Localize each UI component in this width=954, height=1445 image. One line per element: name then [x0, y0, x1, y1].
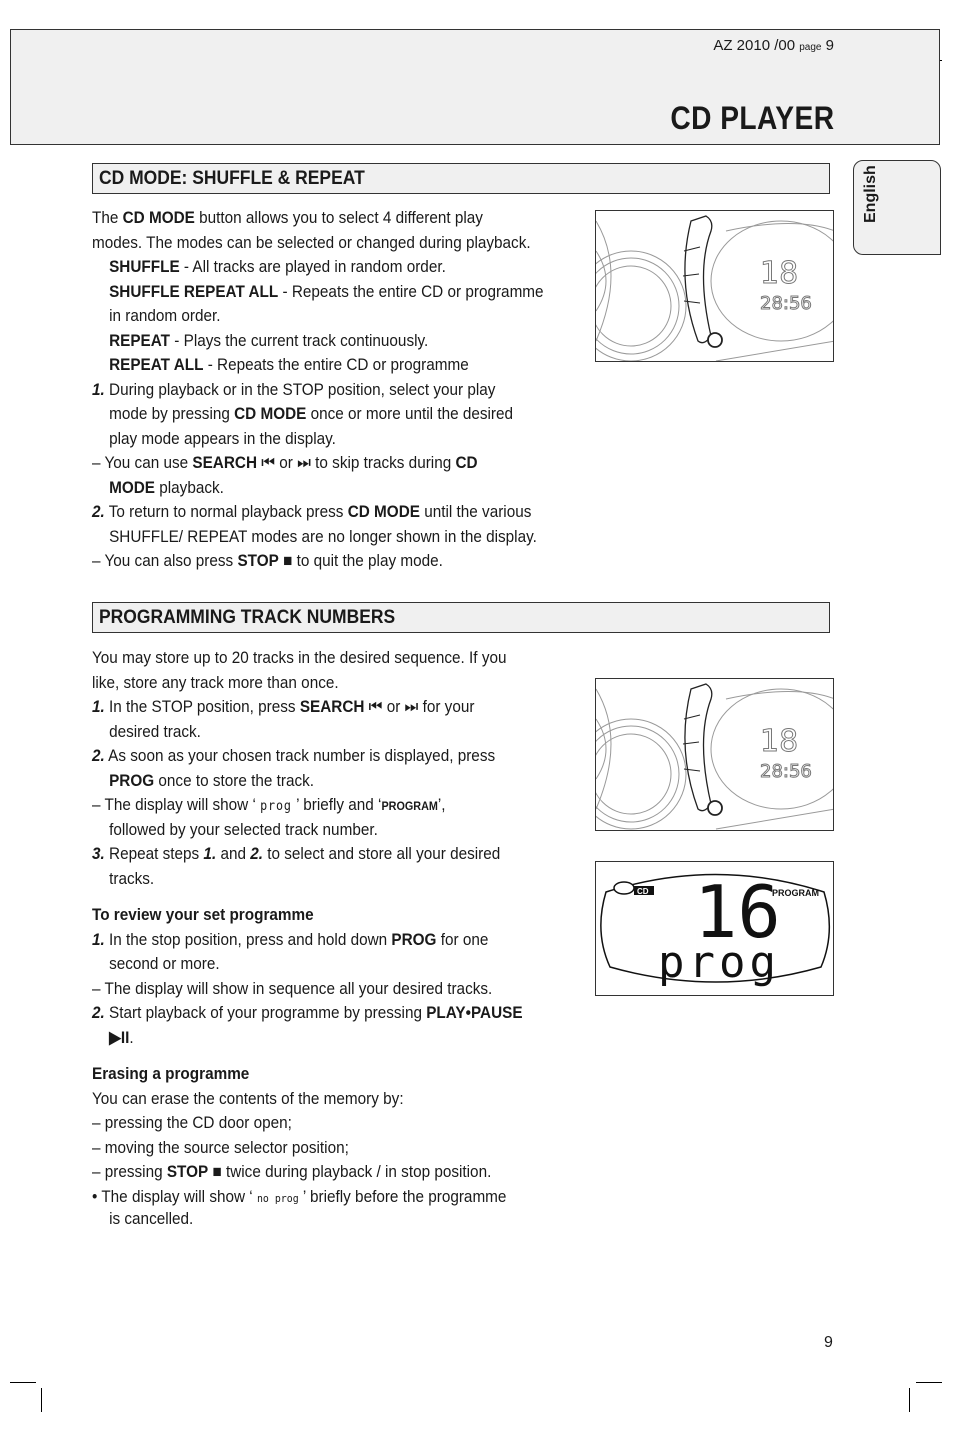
document-reference	[713, 37, 834, 54]
page-ref: 9	[825, 37, 834, 54]
page-label: page	[799, 42, 822, 53]
paragraph-line: play mode appears in the display.	[109, 428, 336, 448]
crop-mark	[909, 1388, 910, 1412]
player-drawing	[596, 211, 834, 362]
section-heading-programming: PROGRAMMING TRACK NUMBERS	[92, 602, 830, 633]
step-line: 1. In the STOP position, press SEARCH ⏮ or ⏭ for your	[92, 697, 475, 716]
paragraph-line: mode by pressing CD MODE once or more until the desired	[109, 404, 514, 423]
dash-line: – You can use SEARCH ⏮ or ⏭ to skip tracks during CD	[92, 453, 478, 472]
cd-mode-button-illustration	[595, 210, 834, 362]
dash-line: – pressing STOP ■ twice during playback / in stop position.	[92, 1162, 492, 1181]
bullet-line: • The display will show ‘ no prog ’ briefly before the programme	[92, 1186, 507, 1206]
paragraph-line: SHUFFLE/ REPEAT modes are no longer shown in the display.	[109, 526, 537, 546]
page-number: 9	[824, 1334, 833, 1351]
paragraph-line: is cancelled.	[109, 1209, 194, 1228]
mode-repeat-all: REPEAT ALL - Repeats the entire CD or programme	[109, 355, 469, 374]
paragraph-line: ▶II.	[109, 1027, 134, 1047]
model-number: AZ 2010 /00	[713, 37, 796, 54]
paragraph-line: second or more.	[109, 954, 220, 973]
step-line: 2. To return to normal playback press CD MODE until the various	[92, 502, 532, 521]
mode-shuffle-repeat-all: SHUFFLE REPEAT ALL - Repeats the entire CD or programme	[109, 281, 544, 301]
paragraph-line: You can erase the contents of the memory by:	[92, 1088, 404, 1108]
crop-mark	[10, 1382, 36, 1383]
page-title: CD PLAYER	[669, 100, 834, 136]
paragraph-line: MODE playback.	[109, 477, 224, 497]
paragraph-line: desired track.	[109, 721, 201, 741]
mode-shuffle: SHUFFLE - All tracks are played in random order.	[109, 257, 446, 276]
paragraph-line: modes. The modes can be selected or changed during playback.	[92, 232, 531, 252]
cd-badge-label: CD	[637, 887, 649, 896]
display-track-number: 18	[760, 724, 799, 759]
prog-text: prog	[658, 937, 780, 988]
dash-line: – The display will show ‘ prog ’ briefly and ‘PROGRAM’,	[92, 795, 446, 814]
display-time: 28:56	[760, 761, 812, 782]
paragraph-line: followed by your selected track number.	[109, 819, 378, 839]
language-tab	[853, 160, 941, 255]
step-line: 2. As soon as your chosen track number is displayed, press	[92, 746, 496, 765]
mode-repeat: REPEAT - Plays the current track continuously.	[109, 330, 429, 350]
section-heading-cd-mode: CD MODE: SHUFFLE & REPEAT	[92, 163, 830, 194]
disc-icon	[614, 882, 634, 894]
step-line: 1. During playback or in the STOP position, select your play	[92, 379, 496, 399]
prog-button-illustration	[595, 678, 834, 831]
crop-mark	[916, 1382, 942, 1383]
subheading-erase: Erasing a programme	[92, 1064, 250, 1083]
dash-line: – pressing the CD door open;	[92, 1113, 292, 1132]
paragraph-line: The CD MODE button allows you to select 4 different play	[92, 208, 483, 227]
step-line: 3. Repeat steps 1. and 2. to select and store all your desired	[92, 844, 501, 863]
dash-line: – moving the source selector position;	[92, 1137, 349, 1157]
step-line: 2. Start playback of your programme by pressing PLAY•PAUSE	[92, 1003, 523, 1022]
dash-line: – You can also press STOP ■ to quit the play mode.	[92, 551, 443, 570]
paragraph-line: like, store any track more than once.	[92, 672, 339, 692]
paragraph-line: in random order.	[109, 306, 221, 325]
paragraph-line: PROG once to store the track.	[109, 770, 315, 790]
lcd-display-illustration	[595, 861, 834, 996]
display-track-number: 18	[760, 256, 799, 291]
crop-mark	[41, 1388, 42, 1412]
lcd-display	[596, 862, 834, 996]
player-drawing	[596, 679, 834, 831]
language-label: English	[862, 165, 879, 223]
program-indicator: PROGRAM	[772, 888, 819, 898]
track-number-digits: 16	[694, 870, 781, 954]
dash-line: – The display will show in sequence all your desired tracks.	[92, 978, 493, 998]
paragraph-line: You may store up to 20 tracks in the desired sequence. If you	[92, 648, 507, 667]
display-time: 28:56	[760, 293, 812, 314]
step-line: 1. In the stop position, press and hold down PROG for one	[92, 929, 489, 949]
paragraph-line: tracks.	[109, 868, 155, 888]
subheading-review: To review your set programme	[92, 905, 314, 924]
